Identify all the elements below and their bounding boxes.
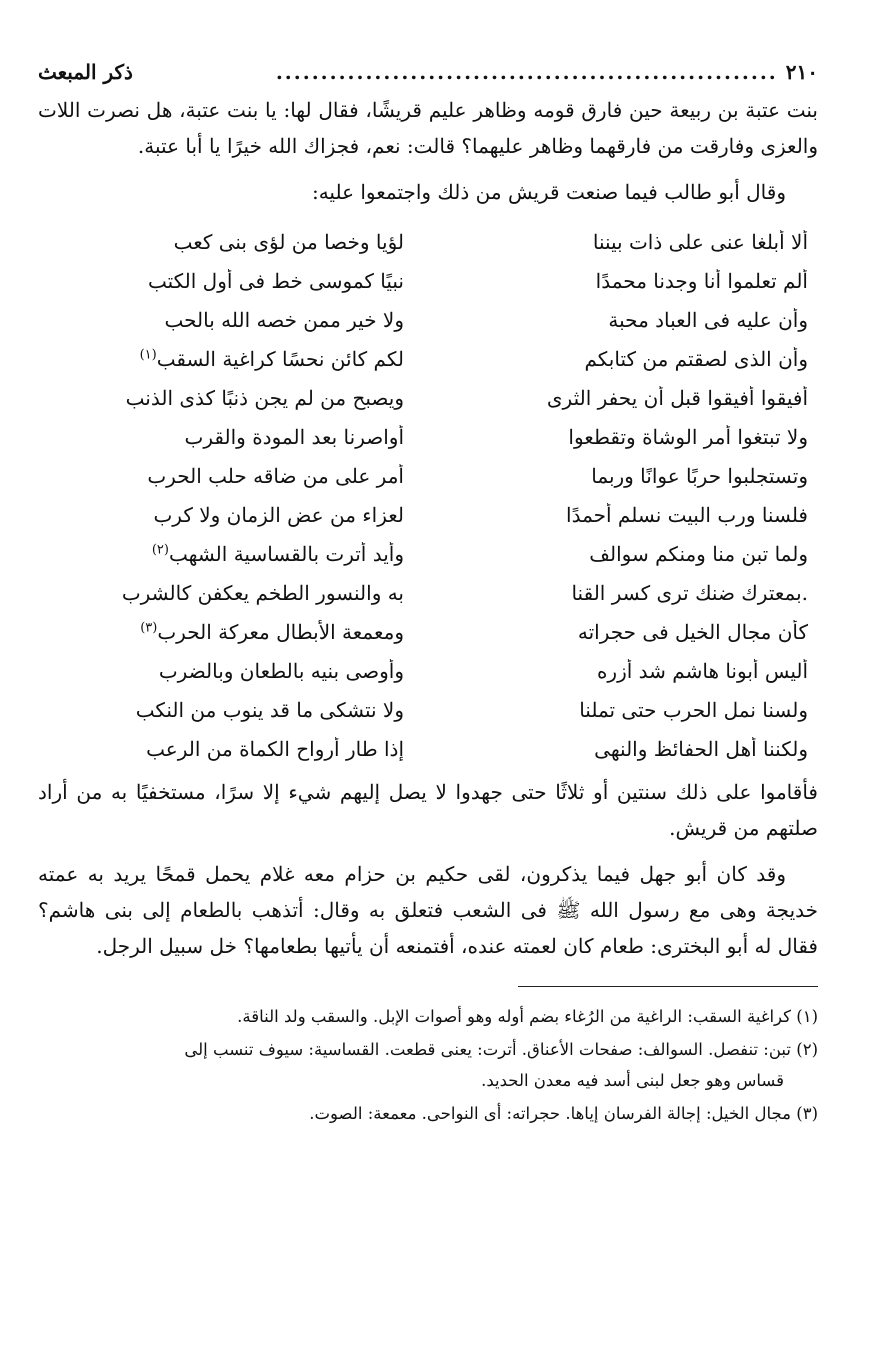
footnote-2-continuation: قساس وهو جعل لبنى أسد فيه معدن الحديد. — [481, 1071, 784, 1090]
verse-first-hemistich: ولكننا أهل الحفائظ والنهى — [594, 736, 808, 761]
footnote-marker: (١) — [139, 346, 157, 362]
verse-second-hemistich: أمر على من ضاقه حلب الحرب — [147, 463, 404, 488]
paragraph-3: فأقاموا على ذلك سنتين أو ثلاثًا حتى جهدوا لا يصل إليهم شيء إلا سرًا، مستخفيًا به من أراد صلتهم من قريش. — [38, 780, 818, 840]
footnote-marker: (٢) — [151, 541, 169, 557]
leader-dots: ........................................................ — [275, 60, 778, 84]
poem-verse — [38, 456, 818, 495]
poem-verse — [38, 612, 818, 651]
paragraph-4: وقد كان أبو جهل فيما يذكرون، لقى حكيم بن حزام معه غلام يحمل قمحًا يريد به عمته خديجة وهى مع رسول الله ﷺ فى الشعب فتعلق به وقال: أتذهب بالطعام إلى بنى هاشم؟ فقال له أبو البخترى: طعام كان لعمته عنده، أفتمنعه أن يأتيها بطعامها؟ خل سبيل الرجل. — [38, 862, 818, 958]
verse-first-hemistich: وأن الذى لصقتم من كتابكم — [584, 346, 808, 371]
paragraph-1: بنت عتبة بن ربيعة حين فارق قومه وظاهر عليم قريشًا، فقال لها: يا بنت عتبة، هل نصرت اللات والعزى وفارقت من فارقهما وظاهر عليهما؟ قالت: نعم، فجزاك الله خيرًا يا أبا عتبة. — [38, 98, 818, 158]
verse-second-hemistich: لعزاء من عض الزمان ولا كرب — [153, 502, 404, 527]
footnote-marker: (٣) — [140, 619, 158, 635]
poem-verse — [38, 300, 818, 339]
footnote-2 — [38, 1034, 818, 1096]
poem-verse — [38, 495, 818, 534]
poem — [38, 222, 818, 768]
poem-verse — [38, 690, 818, 729]
verse-second-hemistich: ويصبح من لم يجن ذنبًا كذى الذنب — [125, 385, 404, 410]
verse-first-hemistich: ألم تعلموا أنا وجدنا محمدًا — [595, 268, 808, 293]
paragraph-2: وقال أبو طالب فيما صنعت قريش من ذلك واجتمعوا عليه: — [311, 180, 786, 204]
running-head — [38, 52, 818, 92]
poem-verse — [38, 534, 818, 573]
poem-verse — [38, 573, 818, 612]
verse-first-hemistich: ولما تبن منا ومنكم سوالف — [589, 541, 808, 566]
verse-second-hemistich: أواصرنا بعد المودة والقرب — [184, 424, 404, 449]
poem-verse — [38, 222, 818, 261]
chapter-title: ذكر المبعث — [38, 60, 133, 84]
poem-verse — [38, 729, 818, 768]
poem-verse — [38, 651, 818, 690]
verse-first-hemistich: ولا تبتغوا أمر الوشاة وتقطعوا — [568, 424, 808, 449]
verse-first-hemistich: وتستجلبوا حربًا عوانًا وربما — [591, 463, 808, 488]
book-page — [38, 52, 818, 1342]
footnote-separator — [518, 986, 818, 987]
verse-second-hemistich: وأيد أترت بالقساسية الشهب$^{(٢)}$ — [151, 541, 404, 566]
verse-first-hemistich: ألا أبلغا عنى على ذات بيننا — [592, 229, 808, 254]
verse-second-hemistich: لكم كائن نحسًا كراغية السقب$^{(١)}$ — [139, 346, 404, 371]
footnote-2-text: (٢) تبن: تنفصل. السوالف: صفحات الأعناق. أترت: يعنى قطعت. القساسية: سيوف تنسب إلى — [184, 1040, 818, 1059]
verse-first-hemistich: .بمعترك ضنك ترى كسر القنا — [571, 580, 808, 605]
verse-first-hemistich: كأن مجال الخيل فى حجراته — [577, 619, 808, 644]
verse-second-hemistich: إذا طار أرواح الكماة من الرعب — [146, 736, 404, 761]
verse-second-hemistich: ولا خير ممن خصه الله بالحب — [164, 307, 404, 332]
verse-second-hemistich: لؤيا وخصا من لؤى بنى كعب — [173, 229, 404, 254]
verse-first-hemistich: فلسنا ورب البيت نسلم أحمدًا — [566, 502, 808, 527]
verse-second-hemistich: به والنسور الطخم يعكفن كالشرب — [121, 580, 404, 605]
poem-verse — [38, 417, 818, 456]
poem-verse — [38, 339, 818, 378]
verse-second-hemistich: نبيًا كموسى خط فى أول الكتب — [147, 268, 404, 293]
poem-verse — [38, 261, 818, 300]
footnote-3: (٣) مجال الخيل: إجالة الفرسان إياها. حجراته: أى النواحى. معمعة: الصوت. — [309, 1104, 818, 1123]
verse-first-hemistich: وأن عليه فى العباد محبة — [608, 307, 808, 332]
verse-first-hemistich: أفيقوا أفيقوا قبل أن يحفر الثرى — [546, 385, 808, 410]
poem-verse — [38, 378, 818, 417]
verse-first-hemistich: أليس أبونا هاشم شد أزره — [596, 658, 808, 683]
footnote-1: (١) كراغية السقب: الراغية من الرُغاء بضم أوله وهو أصوات الإبل. والسقب ولد الناقة. — [237, 1007, 818, 1026]
verse-first-hemistich: ولسنا نمل الحرب حتى تملنا — [579, 697, 808, 722]
verse-second-hemistich: ولا نتشكى ما قد ينوب من النكب — [135, 697, 404, 722]
verse-second-hemistich: وأوصى بنيه بالطعان وبالضرب — [158, 658, 404, 683]
page-number: ٢١٠ — [785, 60, 818, 84]
verse-second-hemistich: ومعمعة الأبطال معركة الحرب$^{(٣)}$ — [140, 619, 404, 644]
